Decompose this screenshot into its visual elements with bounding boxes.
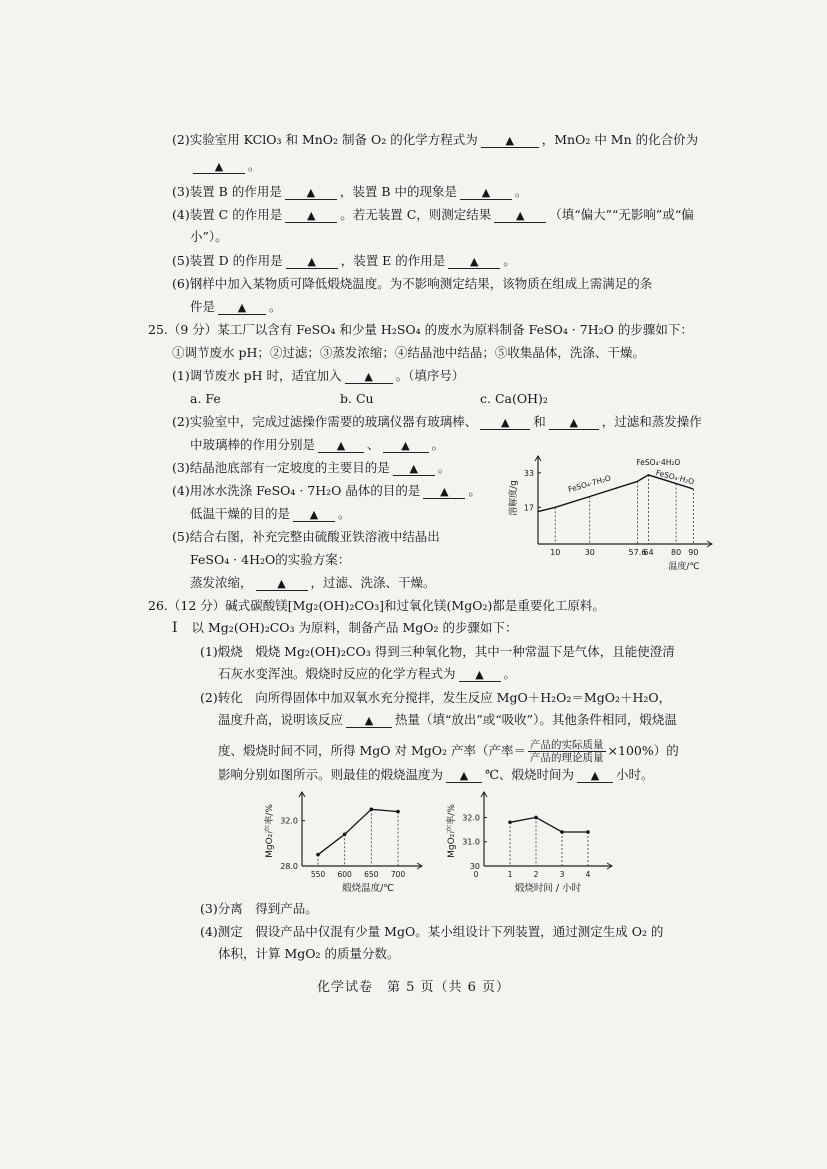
q24-4-text-a: (4)装置 C 的作用是 [172,207,283,222]
q26-step-3 [200,901,318,917]
q25-1-text-b: 。（填序号） [395,368,465,383]
q25-3-text-b: 。 [437,460,451,475]
x-tick-label: 3 [559,870,565,879]
q25-2-text-a: (2)实验室中，完成过滤操作需要的玻璃仪器有玻璃棒、 [172,414,478,429]
answer-blank-24-3b[interactable]: ▲ [460,187,512,200]
q25-2-text-e: 、 [367,437,380,452]
fraction-denominator: 产品的理论质量 [530,752,604,764]
y-axis-label: 溶解度/g [509,480,519,516]
answer-blank-24-2a[interactable]: ▲ [481,135,539,148]
q25-4-text-c: 低温干燥的目的是 [190,506,291,521]
q24-5-text-c: 。 [503,253,516,268]
y-tick-label: 30 [469,862,480,871]
q24-4-text-c: （填“偏大”“无影响”或“偏 [549,207,694,222]
q26-2-text-g: ℃、煅烧时间为 [485,767,574,782]
q25-part-4a [172,483,481,499]
q26-step-2c [218,736,679,766]
x-tick-label: 650 [364,870,379,879]
page-footer: 化学试卷 第 5 页（共 6 页） [316,980,511,995]
answer-blank-25-2b[interactable]: ▲ [549,417,599,430]
q26-part-number: Ⅰ [172,620,178,636]
y-tick-label: 28.0 [280,862,298,871]
q26-2-text-a: (2)转化 向所得固体中加双氧水充分搅拌，发生反应 MgO＋H₂O₂＝MgO₂＋H₂O， [200,690,672,705]
x-tick-label: 4 [585,870,591,879]
q25-steps-text: ①调节废水 pH；②过滤；③蒸发浓缩；④结晶池中结晶；⑤收集晶体，洗涤、干燥。 [172,345,645,360]
q25-4-text-a: (4)用冰水洗涤 FeSO₄ · 7H₂O 晶体的目的是 [172,483,421,498]
answer-blank-24-4a[interactable]: ▲ [285,210,337,223]
q24-4-text-d: 小”）。 [190,229,228,244]
answer-blank-26-1[interactable]: ▲ [459,669,501,682]
q26-1-text-c: 。 [503,666,517,681]
q24-line-6b [190,299,282,315]
q25-2-text-d: 中玻璃棒的作用分别是 [190,437,316,452]
q25-5-text-b: FeSO₄ · 4H₂O的实验方案： [190,552,351,567]
q25-5-text-c: 蒸发浓缩， [190,575,253,590]
q25-part-4b [190,506,351,522]
q25-part-5a [172,529,440,545]
q26-1-text-b: 石灰水变浑浊。煅烧时反应的化学方程式为 [218,666,456,681]
q26-2-text-c: 热量（填“放出”或“吸收”）。其他条件相同，煅烧温 [395,712,677,727]
data-point [316,853,320,857]
q24-line-4a [172,207,694,223]
q24-2-text-c: 。 [248,158,261,173]
data-point [534,816,538,820]
x-tick-label: 64 [643,548,654,557]
q26-step-2b [218,712,677,728]
answer-blank-24-3a[interactable]: ▲ [285,187,337,200]
q26-2-text-b: 温度升高，说明该反应 [218,712,344,727]
y-tick-label: 33 [523,468,534,478]
option-a: a. Fe [190,391,221,406]
answer-blank-26-2b[interactable]: ▲ [446,770,482,783]
q26-2-text-h: 小时。 [616,767,654,782]
yield-vs-temperature-chart [250,786,430,898]
answer-blank-24-5a[interactable]: ▲ [286,256,338,269]
q26-part-I [172,620,518,636]
q24-6-text-a: (6)钢样中加入某物质可降低煅烧温度。为不影响测定结果，该物质在组成上需满足的条 [172,276,653,291]
answer-blank-26-2c[interactable]: ▲ [577,770,613,783]
q26-4-text-b: 体积，计算 MgO₂ 的质量分数。 [218,946,400,961]
data-point [586,830,590,834]
q25-1-text-a: (1)调节废水 pH 时，适宜加入 [172,368,342,383]
q24-4-text-b: 。若无装置 C，则测定结果 [340,207,492,222]
q26-step-4a [200,924,663,940]
option-b: b. Cu [340,391,374,406]
answer-blank-25-4b[interactable]: ▲ [293,509,335,522]
q24-line-4b [190,229,228,245]
answer-blank-25-2d[interactable]: ▲ [383,440,429,453]
q26-2-text-f: 影响分别如图所示。则最佳的煅烧温度为 [218,767,444,782]
q24-line-5 [172,253,516,269]
segment-label-H2O: FeSO₄·H₂O [654,468,696,487]
q25-3-text-a: (3)结晶池底部有一定坡度的主要目的是 [172,460,390,475]
x-tick-label: 700 [390,870,406,879]
solubility-chart [500,448,720,578]
x-tick-label: 550 [310,870,326,879]
q24-3-text-b: ，装置 B 中的现象是 [339,184,457,199]
x-tick-label: 1 [507,870,513,879]
q26-step-4b [218,946,400,962]
q25-steps [172,345,645,361]
q25-part-2b [190,437,444,453]
answer-blank-25-1[interactable]: ▲ [345,371,393,384]
data-point [560,830,564,834]
x-tick-label: 2 [533,870,539,879]
q25-part-3 [172,460,450,476]
answer-blank-25-5[interactable]: ▲ [256,578,308,591]
q26-1-text-a: (1)煅烧 煅烧 Mg₂(OH)₂CO₃ 得到三种氧化物，其中一种常温下是气体，且能使澄清 [200,644,675,659]
answer-blank-25-2a[interactable]: ▲ [480,417,530,430]
q24-line-6a [172,276,652,292]
q24-6-text-c: 。 [269,299,282,314]
q26-heading [148,598,605,614]
answer-blank-24-6[interactable]: ▲ [218,302,266,315]
q24-3-text-c: 。 [514,184,528,199]
x-axis-label: 煅烧温度/℃ [342,883,394,894]
x-tick-label: 30 [584,548,595,557]
yield-fraction [528,739,606,764]
q24-2-text-b: ，MnO₂ 中 Mn 的化合价为 [541,132,699,147]
yield-vs-time-chart [440,786,620,898]
q25-5-text-d: ，过滤、洗涤、干燥。 [310,575,436,590]
answer-blank-25-4a[interactable]: ▲ [423,486,465,499]
q25-2-text-f: 。 [431,437,445,452]
q25-heading-text: 25.（9 分）某工厂以含有 FeSO₄ 和少量 H₂SO₄ 的废水为原料制备 FeSO₄ · 7H₂O 的步骤如下： [148,322,693,337]
x-axis-label: 温度/℃ [668,562,700,572]
x-tick-label: 80 [671,548,682,557]
y-tick-label: 31.0 [462,837,480,847]
x-tick-label: 57.6 [628,548,647,557]
y-tick-label: 32.0 [280,816,298,826]
option-c: c. Ca(OH)₂ [480,391,548,406]
x-tick-label: 600 [337,870,352,879]
yield-time-line [510,817,588,832]
answer-blank-24-4b[interactable]: ▲ [494,210,546,223]
x-axis-label: 煅烧时间 / 小时 [514,883,582,894]
q25-part-1 [172,368,464,384]
q26-heading-text: 26.（12 分）碱式碳酸镁[Mg₂(OH)₂CO₃]和过氧化镁(MgO₂)都是重要化工原料。 [148,598,605,613]
answer-blank-24-2b[interactable]: ▲ [193,161,245,174]
y-axis-label: MgO₂产率/% [265,804,275,858]
y-tick-label: 32.0 [462,813,480,823]
q25-part-5b [190,552,350,568]
q25-2-text-b: 和 [533,414,546,429]
q26-step-2a [200,690,671,706]
data-point [508,820,512,824]
q26-2-text-e: ×100%）的 [607,743,679,758]
q24-3-text-a: (3)装置 B 的作用是 [172,184,282,199]
segment-label-4H2O: FeSO₄·4H₂O [636,458,681,468]
x-tick-label: 90 [688,548,699,557]
answer-blank-26-2a[interactable]: ▲ [346,715,392,728]
q24-line-3 [172,184,528,200]
y-axis-label: MgO₂产率/% [447,804,457,858]
y-tick-label: 17 [523,503,534,513]
x-tick-label: 10 [550,548,561,557]
segment-label-7H2O: FeSO₄·7H₂O [567,473,612,495]
q25-part-2a [172,414,702,430]
q25-5-text-a: (5)结合右图，补充完整由硫酸亚铁溶液中结晶出 [172,529,440,544]
q26-part-text: 以 Mg₂(OH)₂CO₃ 为原料，制备产品 MgO₂ 的步骤如下： [191,620,518,635]
q26-step-2d [218,767,654,783]
q26-step-1a [200,644,675,660]
data-point [343,832,347,836]
answer-blank-24-5b[interactable]: ▲ [448,256,500,269]
q24-2-text-a: (2)实验室用 KClO₃ 和 MnO₂ 制备 O₂ 的化学方程式为 [172,132,478,147]
answer-blank-25-2c[interactable]: ▲ [318,440,364,453]
q24-5-text-a: (5)装置 D 的作用是 [172,253,283,268]
q26-4-text-a: (4)测定 假设产品中仅混有少量 MgO。某小组设计下列装置，通过测定生成 O₂ 的 [200,924,664,939]
q26-2-text-d: 度、煅烧时间不同，所得 MgO 对 MgO₂ 产率（产率＝ [218,743,527,758]
q25-part-5c [190,575,436,591]
yield-temp-line [318,809,398,854]
q26-3-text: (3)分离 得到产品。 [200,901,318,916]
x-tick-label: 0 [473,870,479,879]
q24-6-text-b: 件是 [190,299,216,314]
q25-heading [148,322,693,338]
q25-4-text-d: 。 [338,506,351,521]
q24-5-text-b: ，装置 E 的作用是 [340,253,446,268]
q24-line-2a [172,132,698,148]
data-point [370,808,374,812]
q24-line-2b [190,158,261,174]
q25-4-text-b: 。 [468,483,481,498]
q26-step-1b [218,666,516,682]
answer-blank-25-3[interactable]: ▲ [393,463,435,476]
data-point [396,810,400,814]
q25-2-text-c: ，过滤和蒸发操作 [601,414,702,429]
fraction-numerator: 产品的实际质量 [530,739,604,751]
